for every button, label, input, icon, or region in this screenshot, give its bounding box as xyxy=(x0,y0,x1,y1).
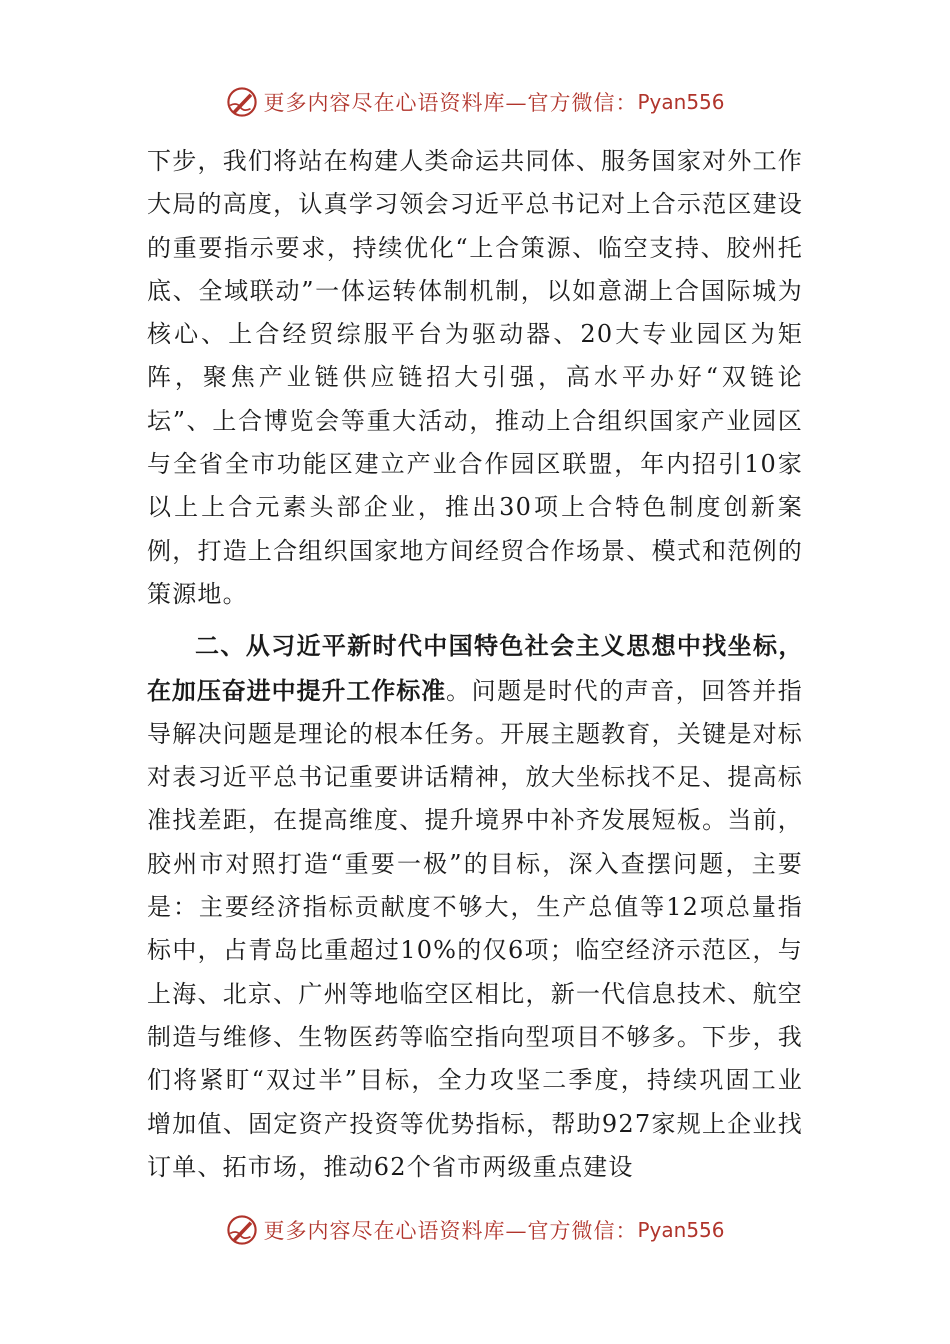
footer-banner xyxy=(0,1210,950,1250)
body-paragraph-2-text: 问题是时代的声音，回答并指导解决问题是理论的根本任务。开展主题教育，关键是对标对表习近平总书记重要讲话精神，放大坐标找不足、提高标准找差距，在提高维度、提升境界中补齐发展短板。当前，胶州市对照打造“重要一极”的目标，深入查摆问题，主要是：主要经济指标贡献度不够大，生产总值等12项总量指标中，占青岛比重超过10%的仅6项；临空经济示范区，与上海、北京、广州等地临空区相比，新一代信息技术、航空制造与维修、生物医药等临空指向型项目不够多。下步，我们将紧盯“双过半”目标，全力攻坚二季度，持续巩固工业增加值、固定资产投资等优势指标，帮助927家规上企业找订单、拓市场，推动62个省市两级重点建设 xyxy=(147,676,804,1181)
header-banner-text: 更多内容尽在心语资料库—官方微信： xyxy=(263,91,638,115)
pen-logo-icon xyxy=(225,85,259,119)
body-paragraph-2 xyxy=(147,624,803,1189)
footer-banner-text: 更多内容尽在心语资料库—官方微信： xyxy=(263,1219,638,1243)
section-heading: 二、从习近平新时代中国特色社会主义思想中找坐标，在加压奋进中提升工作标准 xyxy=(147,631,803,705)
body-paragraph-1: 下步，我们将站在构建人类命运共同体、服务国家对外工作大局的高度，认真学习领会习近平总书记对上合示范区建设的重要指示要求，持续优化“上合策源、临空支持、胶州托底、全域联动”一体运转体制机制，以如意湖上合国际城为核心、上合经贸综服平台为驱动器、20大专业园区为矩阵，聚焦产业链供应链招大引强，高水平办好“双链论坛”、上合博览会等重大活动，推动上合组织国家产业园区与全省全市功能区建立产业合作园区联盟，年内招引10家以上上合元素头部企业，推出30项上合特色制度创新案例，打造上合组织国家地方间经贸合作场景、模式和范例的策源地。 xyxy=(147,147,803,608)
header-banner xyxy=(0,82,950,122)
document-body xyxy=(147,140,803,1189)
section-heading-period: 。 xyxy=(446,676,472,705)
footer-wechat-id: Pyan556 xyxy=(637,1218,725,1242)
pen-logo-icon xyxy=(225,1213,259,1247)
header-wechat-id: Pyan556 xyxy=(637,90,725,114)
